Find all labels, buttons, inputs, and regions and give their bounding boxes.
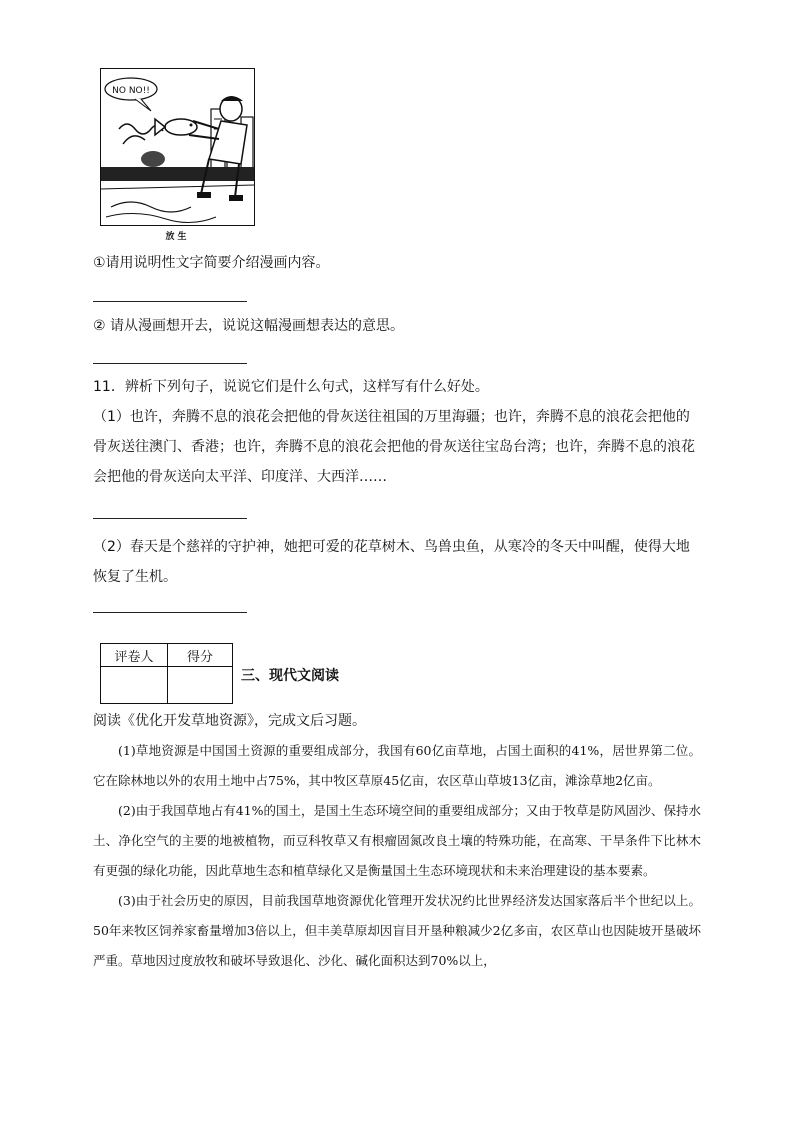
cartoon-bubble-text: NO NO!! bbox=[112, 86, 150, 96]
answer-line-q11-2[interactable] bbox=[93, 612, 247, 613]
article-paragraph-3: (3)由于社会历史的原因，目前我国草地资源优化管理开发状况约比世界经济发达国家落后半个世纪以上。50年来牧区饲养家畜量增加3倍以上，但丰美草原却因盲目开垦种粮减少2亿多亩，农区草山也因陡坡开垦破坏严重。草地因过度放牧和破坏导致退化、沙化、碱化面积达到70%以上， bbox=[93, 893, 701, 968]
score-table-score-cell[interactable] bbox=[168, 667, 233, 704]
q11-sentence-2: （2）春天是个慈祥的守护神，她把可爱的花草树木、鸟兽虫鱼，从寒冷的冬天中叫醒，使得大地恢复了生机。 bbox=[93, 539, 690, 585]
score-table bbox=[100, 643, 233, 704]
score-table-grader-cell[interactable] bbox=[101, 667, 168, 704]
answer-line-q10-1[interactable] bbox=[93, 301, 247, 302]
answer-line-q10-2[interactable] bbox=[93, 363, 247, 364]
score-table-grader-header: 评卷人 bbox=[101, 644, 168, 667]
article-paragraph-2: (2)由于我国草地占有41%的国土，是国土生态环境空间的重要组成部分；又由于牧草是防风固沙、保持水土、净化空气的主要的地被植物，而豆科牧草又有根瘤固氮改良土壤的特殊功能，在高寒、干旱条件下比林木有更强的绿化功能，因此草地生态和植草绿化又是衡量国土生态环境现状和未来治理建设的基本要素。 bbox=[93, 803, 701, 878]
q11-title: 11．辨析下列句子，说说它们是什么句式，这样写有什么好处。 bbox=[93, 379, 489, 395]
cartoon-image bbox=[100, 68, 255, 226]
reading-intro: 阅读《优化开发草地资源》，完成文后习题。 bbox=[93, 713, 366, 729]
article-paragraph-1: (1)草地资源是中国国土资源的重要组成部分，我国有60亿亩草地，占国土面积的41%，居世界第二位。它在除林地以外的农用土地中占75%，其中牧区草原45亿亩，农区草山草坡13亿亩，滩涂草地2亿亩。 bbox=[93, 743, 701, 788]
section-title: 三、现代文阅读 bbox=[241, 668, 339, 684]
answer-line-q11-1[interactable] bbox=[93, 518, 247, 519]
cartoon-caption: 放生 bbox=[165, 232, 190, 242]
q10-part1: ①请用说明性文字简要介绍漫画内容。 bbox=[93, 255, 330, 271]
q10-part2: ② 请从漫画想开去，说说这幅漫画想表达的意思。 bbox=[93, 318, 404, 334]
score-table-score-header: 得分 bbox=[168, 644, 233, 667]
cartoon-drawing bbox=[101, 69, 254, 225]
reading-article bbox=[93, 736, 701, 976]
q11-sentence-1: （1）也许，奔腾不息的浪花会把他的骨灰送往祖国的万里海疆；也许，奔腾不息的浪花会把他的骨灰送往澳门、香港；也许，奔腾不息的浪花会把他的骨灰送往宝岛台湾；也许，奔腾不息的浪花会把他的骨灰送向太平洋、印度洋、大西洋…… bbox=[93, 409, 695, 485]
